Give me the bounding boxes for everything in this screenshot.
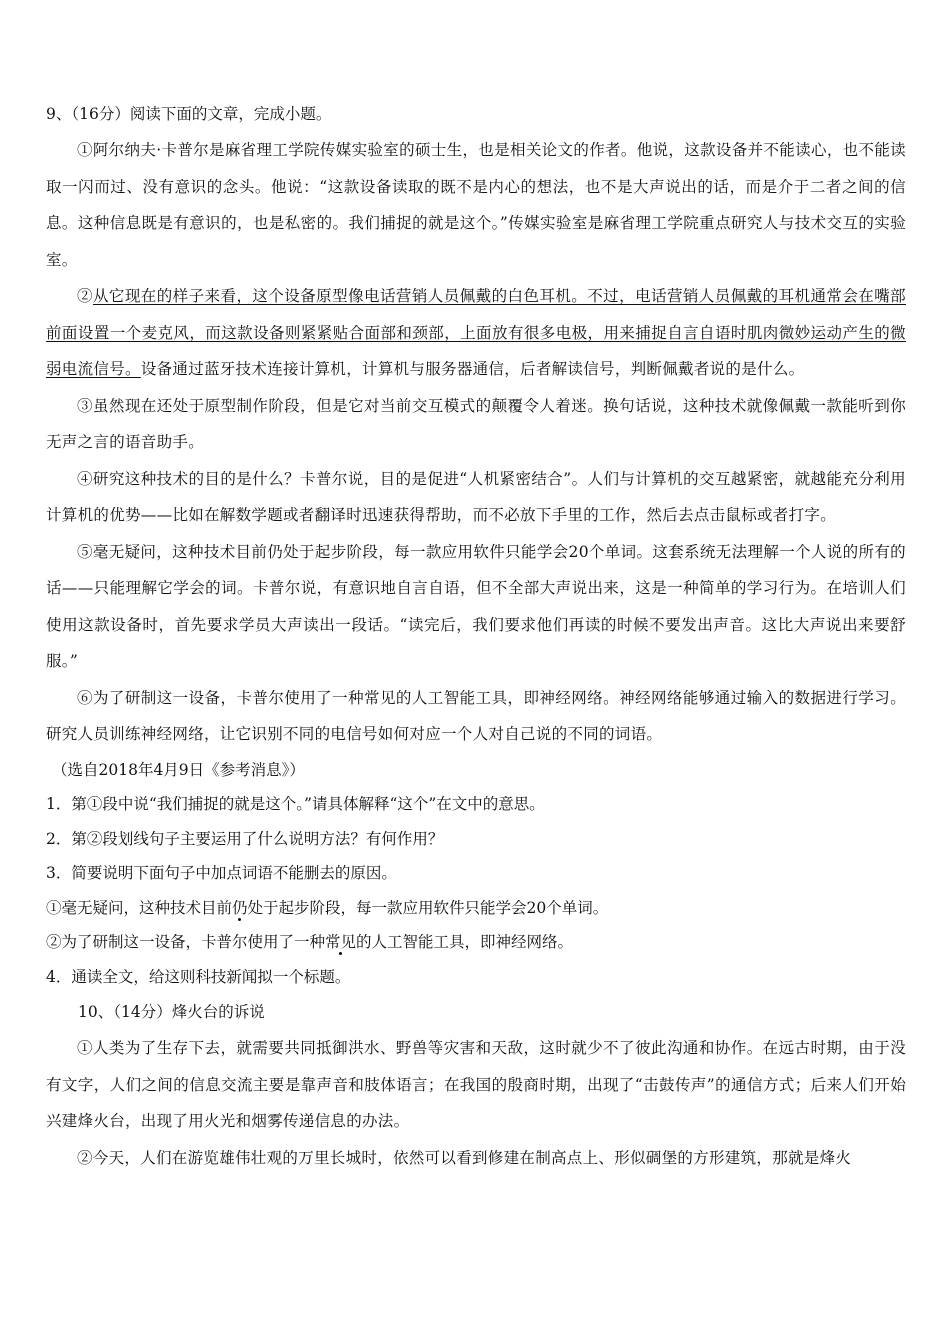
q9-subquestion-3a [46,891,906,926]
q9-source: （选自2018年4月9日《参考消息》） [52,760,305,779]
q9-paragraph-2-mark: ② [77,287,93,305]
q9-subquestion-3: 3．简要说明下面句子中加点词语不能删去的原因。 [46,864,397,882]
q9-paragraph-2 [46,278,906,388]
q9-subquestion-3b [46,925,906,960]
q9-subquestion-1: 1．第①段中说“我们捕捉的就是这个。”请具体解释“这个”在文中的意思。 [46,795,545,813]
q9-paragraph-6: ⑥为了研制这一设备，卡普尔使用了一种常见的人工智能工具，即神经网络。神经网络能够通过输入的数据进行学习。研究人员训练神经网络，让它识别不同的电信号如何对应一个人对自己说的不同的词语。 [46,688,906,743]
q10-paragraph-2: ②今天，人们在游览雄伟壮观的万里长城时，依然可以看到修建在制高点上、形似碉堡的方形建筑，那就是烽火 [77,1148,852,1167]
q10-paragraph-1: ①人类为了生存下去，就需要共同抵御洪水、野兽等灾害和天敌，这时就少不了彼此沟通和协作。在远古时期，由于没有文字，人们之间的信息交流主要是靠声音和肢体语言；在我国的殷商时期，出现了“击鼓传声”的通信方式；后来人们开始兴建烽火台，出现了用火光和烟雾传递信息的办法。 [46,1039,906,1130]
q9-paragraph-1: ①阿尔纳夫·卡普尔是麻省理工学院传媒实验室的硕士生，也是相关论文的作者。他说，这款设备并不能读心，也不能读取一闪而过、没有意识的念头。他说：“这款设备读取的既不是内心的想法，也不是大声说出的话，而是介于二者之间的信息。这种信息既是有意识的，也是私密的。我们捕捉的就是这个。”传媒实验室是麻省理工学院重点研究人与技术交互的实验室。 [46,141,906,269]
q3a-dotted-word: 仍 [232,898,248,917]
q9-subquestion-4: 4．通读全文，给这则科技新闻拟一个标题。 [46,967,351,986]
q9-subquestion-2: 2．第②段划线句子主要运用了什么说明方法？有何作用？ [46,829,444,848]
q9-paragraph-4: ④研究这种技术的目的是什么？卡普尔说，目的是促进“人机紧密结合”。人们与计算机的交互越紧密，就越能充分利用计算机的优势——比如在解数学题或者翻译时迅速获得帮助，而不必放下手里的工作，然后去点击鼠标或者打字。 [46,469,906,524]
q9-paragraph-5: ⑤毫无疑问，这种技术目前仍处于起步阶段，每一款应用软件只能学会20个单词。这套系统无法理解一个人说的所有的话——只能理解它学会的词。卡普尔说，有意识地自言自语，但不全部大声说出来，这是一种简单的学习行为。在培训人们使用这款设备时，首先要求学员大声读出一段话。“读完后，我们要求他们再读的时候不要发出声音。这比大声说出来要舒服。” [46,542,906,670]
question-10-header: 10、（14分）烽火台的诉说 [78,1003,265,1021]
q3b-dotted-word: 常见 [325,933,357,951]
q9-paragraph-2-rest: 设备通过蓝牙技术连接计算机，计算机与服务器通信，后者解读信号，判断佩戴者说的是什么。 [140,360,805,378]
question-9-header: 9、（16分）阅读下面的文章，完成小题。 [46,105,332,123]
q9-underlined-sentence: 从它现在的样子来看，这个设备原型像电话营销人员佩戴的白色耳机。不过，电话营销人员佩戴的耳机通常会在嘴部前面设置一个麦克风，而这款设备则紧紧贴合面部和颈部，上面放有很多电极，用来捕捉自言自语时肌肉微妙运动产生的微弱电流信号。 [46,287,906,378]
q9-paragraph-3: ③虽然现在还处于原型制作阶段，但是它对当前交互模式的颠覆令人着迷。换句话说，这种技术就像佩戴一款能听到你无声之言的语音助手。 [46,396,906,451]
exam-page [46,96,906,1176]
q3a-text-after: 处于起步阶段，每一款应用软件只能学会20个单词。 [247,898,609,917]
q3b-text-after: 的人工智能工具，即神经网络。 [356,933,574,951]
q3b-text-before: ②为了研制这一设备，卡普尔使用了一种 [46,933,326,951]
q3a-text-before: ①毫无疑问，这种技术目前 [46,898,233,917]
